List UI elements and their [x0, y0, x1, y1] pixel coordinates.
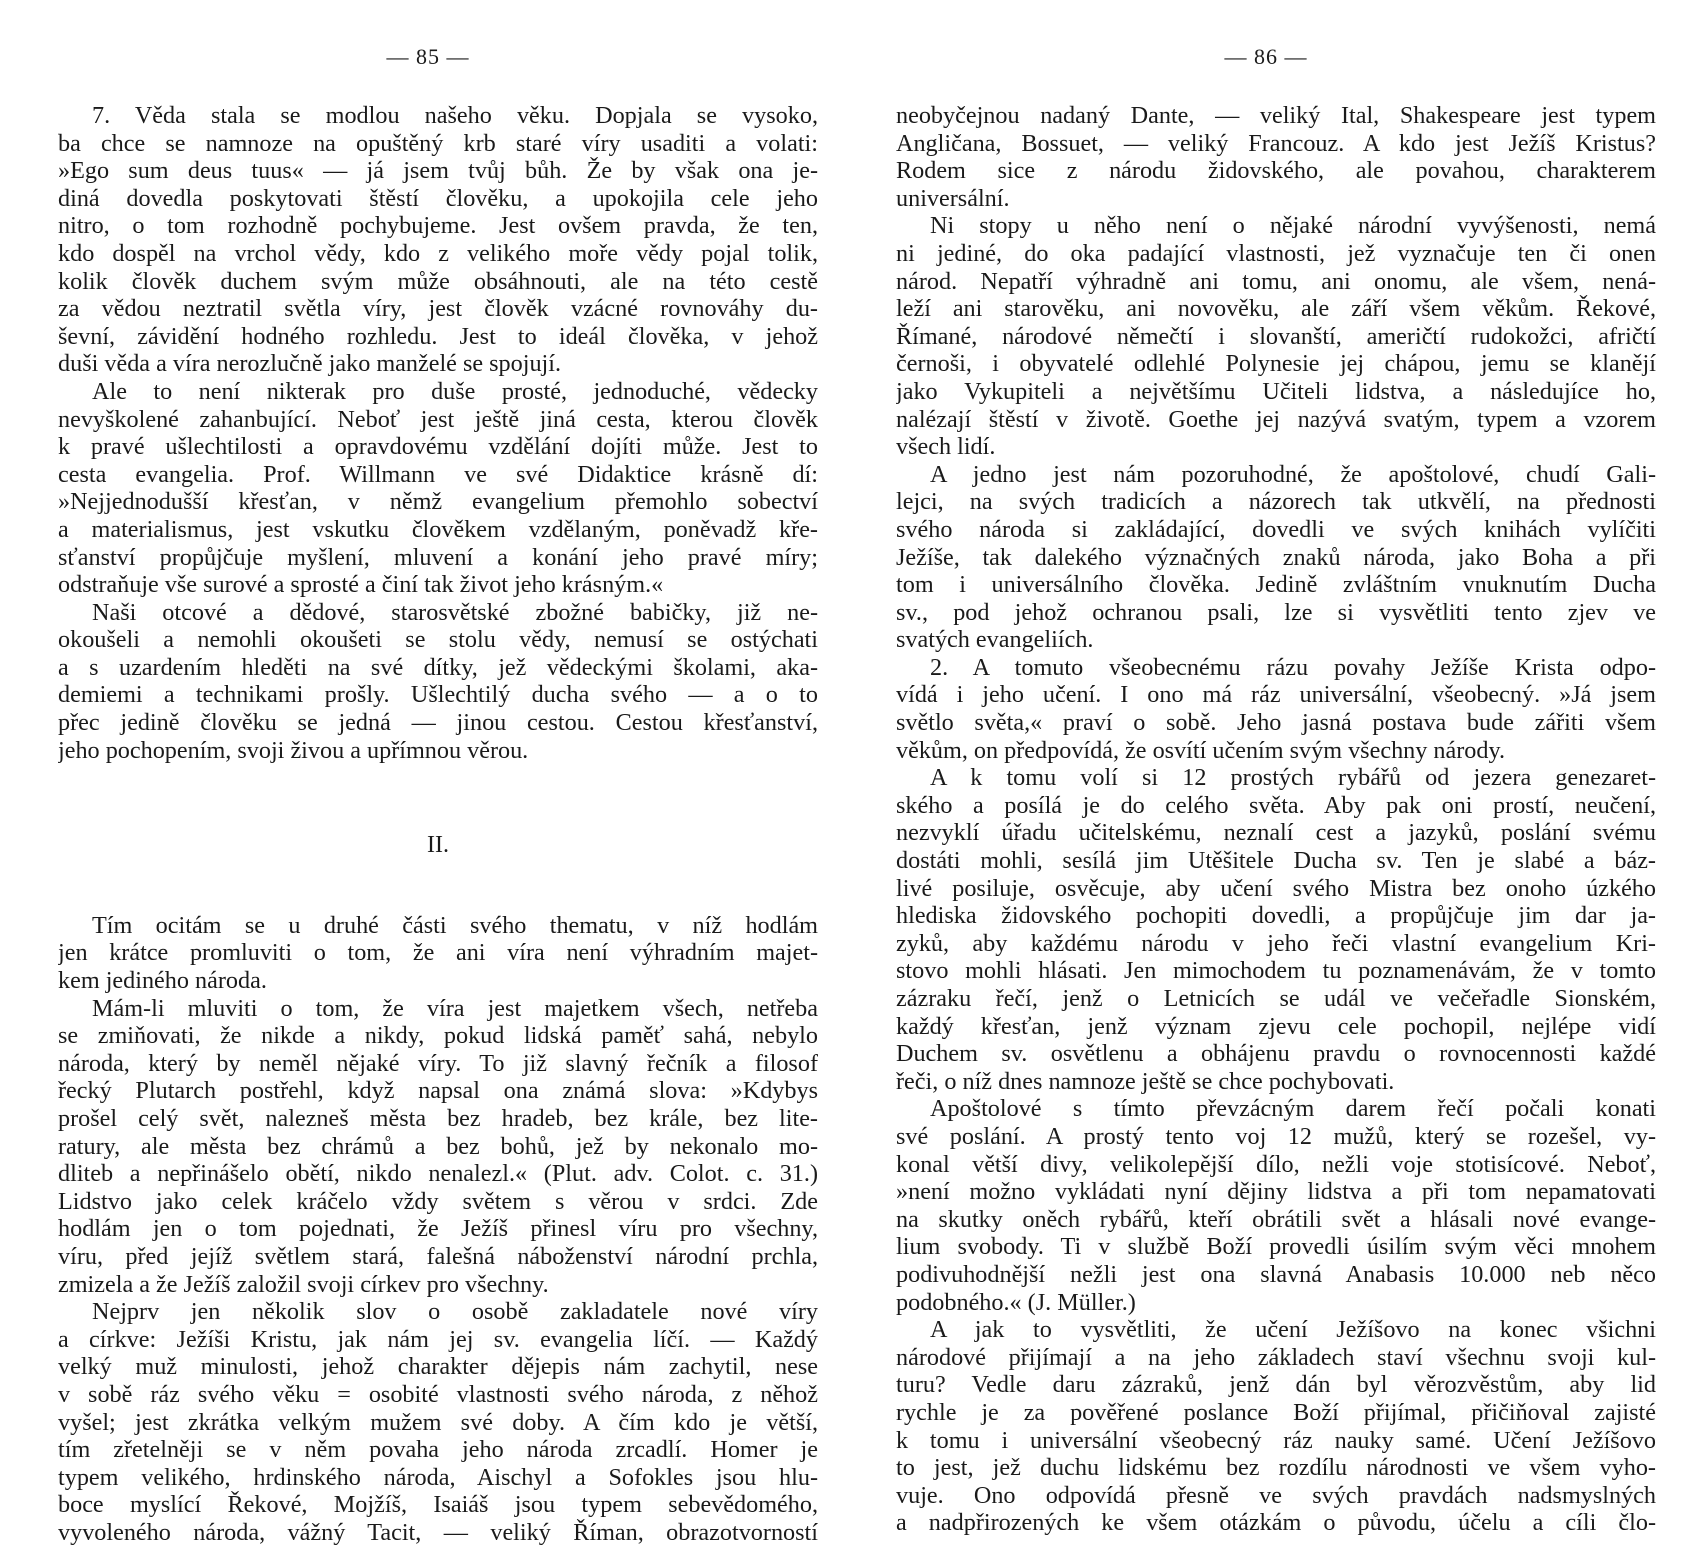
text-line: A k tomu volí si 12 prostých rybářů od jezera genezaret- — [930, 764, 1656, 792]
text-line: 2. A tomuto všeobecnému rázu povahy Ježíše Krista odpo- — [930, 653, 1656, 681]
text-line: Ni stopy u něho není o nějaké národní vyvýšenosti, nemá — [930, 212, 1656, 240]
text-column — [58, 102, 818, 1547]
text-line: typem velikého, hrdinského národa, Aischyl a Sofokles jsou hlu- — [58, 1463, 818, 1491]
text-line: Angličana, Bossuet, — veliký Francouz. A kdo jest Ježíš Kristus? — [896, 129, 1656, 157]
paragraph-block-2 — [58, 912, 818, 1547]
text-line: Mám-li mluviti o tom, že víra jest majetkem všech, netřeba — [92, 994, 818, 1022]
text-line: zázraku řečí, jenž o Letnicích se udál ve večeřadle Sionském, — [896, 985, 1656, 1012]
text-line: všech lidí. — [896, 433, 996, 461]
page-number: — 85 — — [386, 44, 470, 69]
text-line: zmizela a že Ježíš založil svoji církev pro všechny. — [58, 1270, 549, 1298]
text-line: hodlám jen o tom pojednati, že Ježíš přinesl víru pro všechny, — [58, 1215, 818, 1243]
text-line: jen krátce promluviti o tom, že ani víra není výhradním majet- — [58, 939, 818, 967]
text-line: ratury, ale města bez chrámů a bez bohů, jež by nekonalo mo- — [58, 1132, 818, 1160]
text-line: svého národa si zakládající, dovedli ve svých knihách vylíčiti — [896, 515, 1656, 543]
text-line: stovo mohli hlásati. Jen mimochodem tu poznamenávám, že v tomto — [896, 957, 1656, 985]
text-line: jako Vykupiteli a největšímu Učiteli lidstva, a následujíce ho, — [896, 377, 1656, 405]
text-line: »Nejjednodušší křesťan, v němž evangelium přemohlo sobectví — [58, 488, 818, 516]
text-line: nezvyklí úřadu učitelskému, neznalí cest a jazyků, poslání svému — [896, 819, 1656, 847]
text-column — [896, 102, 1656, 1537]
text-line: řeči, o níž dnes namnoze ještě se chce pochybovati. — [896, 1067, 1395, 1095]
text-line: nevyškolené zahanbující. Neboť jest ještě jiná cesta, kterou člověk — [58, 405, 818, 433]
text-line: boce myslící Řekové, Mojžíš, Isaiáš jsou typem sebevědomého, — [58, 1491, 818, 1519]
text-line: Ale to není nikterak pro duše prosté, jednoduché, vědecky — [92, 377, 818, 405]
text-line: A jedno jest nám pozoruhodné, že apoštolové, chudí Gali- — [930, 460, 1656, 488]
text-line: Rodem sice z národu židovského, ale povahou, charakterem — [896, 157, 1656, 185]
text-line: zyků, aby každému národu v jeho řeči vlastní evangelium Kri- — [896, 929, 1656, 957]
text-line: podivuhodnější nežli jest ona slavná Anabasis 10.000 neb něco — [896, 1260, 1656, 1288]
text-line: konal větší divy, velikolepější dílo, nežli voje stotisícové. Neboť, — [896, 1150, 1656, 1178]
text-line: za vědou neztratil světla víry, jest člověk vzácné rovnováhy du- — [58, 295, 818, 323]
text-line: odstraňuje vše surové a sprosté a činí tak život jeho krásným.« — [58, 571, 664, 599]
text-line: Duchem sv. osvětlenu a obhájenu pravdu o rovnocennosti každé — [896, 1040, 1656, 1068]
text-line: a s uzardením hleděti na své dítky, jež vědeckými školami, aka- — [58, 653, 818, 681]
text-line: ského a posílá je do celého světa. Aby pak oni prostí, neučení, — [896, 791, 1656, 819]
text-line: svatých evangeliích. — [896, 626, 1094, 654]
page-86 — [896, 0, 1686, 1537]
text-line: demiemi a technikami prošly. Ušlechtilý ducha svého — a o to — [58, 681, 818, 709]
text-line: ni jediné, do oka padající vlastnosti, jež vyznačuje ten či onen — [896, 239, 1656, 267]
text-line: víru, před jejíž světlem stará, falešná náboženství národní prchla, — [58, 1242, 818, 1270]
text-line: národ. Nepatří výhradně ani tomu, ani onomu, ale všem, nená- — [896, 267, 1656, 295]
text-line: vyvoleného národa, vážný Tacit, — veliký Říman, obrazotvorností — [58, 1518, 818, 1546]
text-line: lium svobody. Ti v službě Boží provedli úsilím svým věci mnohem — [896, 1233, 1656, 1261]
text-line: kem jediného národa. — [58, 967, 267, 995]
text-line: lejci, na svých tradicích a názorech tak utkvělí, na přednosti — [896, 488, 1656, 516]
text-line: ševní, závidění hodného rozhledu. Jest to ideál člověka, v jehož — [58, 322, 818, 350]
text-line: vyšel; jest zkrátka velkým mužem své doby. A čím kdo je větší, — [58, 1408, 818, 1436]
paragraph-block-1 — [58, 102, 818, 764]
text-line: Apoštolové s tímto převzácným darem řečí počali konati — [930, 1095, 1656, 1123]
text-line: leží ani starověku, ani novověku, ale září všem věkům. Řekové, — [896, 295, 1656, 323]
text-line: své poslání. A prostý tento voj 12 mužů, který se rozešel, vy- — [896, 1122, 1656, 1150]
text-line: duši věda a víra nerozlučně jako manželé se spojují. — [58, 350, 562, 378]
page-number: — 86 — — [1224, 44, 1308, 69]
text-line: Ježíše, tak dalekého význačných znaků národa, jako Boha a při — [896, 543, 1656, 571]
text-line: Naši otcové a dědové, starosvětské zbožné babičky, již ne- — [92, 598, 818, 626]
text-line: k pravé ušlechtilosti a opravdovému vzdělání dojíti může. Jest to — [58, 433, 818, 461]
text-line: národové přijímají a na jeho základech staví všechnu svoji kul- — [896, 1343, 1656, 1371]
text-line: jeho pochopením, svoji živou a upřímnou věrou. — [58, 736, 529, 764]
section-heading: II. — [427, 832, 449, 859]
text-line: nitro, o tom rozhodně pochybujeme. Jest ovšem pravda, že ten, — [58, 212, 818, 240]
text-line: A jak to vysvětliti, že učení Ježíšovo na konec všichni — [930, 1316, 1656, 1344]
text-line: tom i universálního člověka. Jedině zvláštním vnuknutím Ducha — [896, 571, 1656, 599]
text-line: k tomu i universální všeobecný ráz nauky samé. Učení Ježíšovo — [896, 1426, 1656, 1454]
text-line: Římané, národové němečtí i slovanští, američtí rudokožci, afričtí — [896, 322, 1656, 350]
text-line: sťanství propůjčuje myšlení, mluvení a konání jeho pravé míry; — [58, 543, 818, 571]
text-line: a církve: Ježíši Kristu, jak nám jej sv. evangelia líčí. — Každý — [58, 1325, 818, 1353]
text-line: »Ego sum deus tuus« — já jsem tvůj bůh. Že by však ona je- — [58, 157, 818, 185]
text-line: neobyčejnou nadaný Dante, — veliký Ital, Shakespeare jest typem — [896, 102, 1656, 129]
text-line: tím zřetelněji se v něm povaha jeho národa zrcadlí. Homer je — [58, 1436, 818, 1464]
text-line: ba chce se namnoze na opuštěný krb staré víry usaditi a volati: — [58, 129, 818, 157]
text-line: 7. Věda stala se modlou našeho věku. Dopjala se vysoko, — [92, 102, 818, 129]
text-line: řecký Plutarch postřehl, když napsal ona známá slova: »Kdybys — [58, 1077, 818, 1105]
text-line: Lidstvo jako celek kráčelo vždy světem s věrou v srdci. Zde — [58, 1187, 818, 1215]
text-line: dostáti mohli, sesílá jim Utěšitele Ducha sv. Ten je slabé a báz- — [896, 847, 1656, 875]
text-line: nalézají štěstí v životě. Goethe jej nazývá svatým, typem a vzorem — [896, 405, 1656, 433]
text-line: diná dovedla poskytovati štěstí člověku, a upokojila cele jeho — [58, 184, 818, 212]
text-line: věkům, on předpovídá, že osvítí učením svým všechny národy. — [896, 736, 1506, 764]
text-line: kolik člověk duchem svým může obsáhnouti, ale na této cestě — [58, 267, 818, 295]
text-line: »není možno vykládati nyní dějiny lidstva a při tom nepamatovati — [896, 1178, 1656, 1206]
text-line: Tím ocitám se u druhé části svého thematu, v níž hodlám — [92, 911, 818, 939]
text-line: podobného.« (J. Müller.) — [896, 1288, 1136, 1316]
text-line: to jest, jež duchu lidskému bez rozdílu národnosti ve všem vyho- — [896, 1454, 1656, 1482]
page-85 — [58, 0, 848, 1546]
text-line: kdo dospěl na vrchol vědy, kdo z velikého moře vědy pojal tolik, — [58, 239, 818, 267]
text-line: velký muž minulosti, jehož charakter dějepis nám zachytil, nese — [58, 1353, 818, 1381]
text-line: sv., pod jehož ochranou psali, lze si vysvětliti tento zjev ve — [896, 598, 1656, 626]
text-line: černoši, i obyvatelé odlehlé Polynesie jej chápou, jemu se klanějí — [896, 350, 1656, 378]
text-line: turu? Vedle daru zázraků, jenž dán byl věrozvěstům, aby lid — [896, 1371, 1656, 1399]
text-line: okoušeli a nemohli okoušeti se stolu vědy, nemusí se ostýchati — [58, 626, 818, 654]
text-line: Nejprv jen několik slov o osobě zakladatele nové víry — [92, 1298, 818, 1326]
text-line: rychle je za pověřené poslance Boží přijímal, přičiňoval zajisté — [896, 1398, 1656, 1426]
text-line: národa, který by neměl nějaké víry. To již slavný řečník a filosof — [58, 1049, 818, 1077]
text-line: prošel celý svět, nalezneš města bez hradeb, bez krále, bez lite- — [58, 1105, 818, 1132]
text-line: vídá i jeho učení. I ono má ráz universální, všeobecný. »Já jsem — [896, 681, 1656, 709]
text-line: a materialismus, jest vskutku člověkem vzdělaným, poněvadž kře- — [58, 515, 818, 543]
text-line: světlo světa,« praví o sobě. Jeho jasná postava bude zářiti všem — [896, 709, 1656, 737]
text-line: vuje. Ono odpovídá přesně ve svých pravdách nadsmyslných — [896, 1481, 1656, 1509]
text-line: přec jedině člověku se jedná — jinou cestou. Cestou křesťanství, — [58, 709, 818, 737]
text-line: hlediska židovského pochopiti dovedli, a propůjčuje jim dar ja- — [896, 902, 1656, 930]
text-line: na skutky oněch rybářů, kteří obrátili svět a hlásali nové evange- — [896, 1205, 1656, 1233]
text-line: dliteb a nepřinášelo obětí, nikdo nenalezl.« (Plut. adv. Colot. c. 31.) — [58, 1160, 818, 1188]
text-line: se zmiňovati, že nikde a nikdy, pokud lidská paměť sahá, nebylo — [58, 1022, 818, 1050]
text-line: universální. — [896, 184, 1010, 212]
text-line: a nadpřirozených ke všem otázkám o původu, účelu a cíli člo- — [896, 1509, 1656, 1537]
text-line: v sobě ráz svého věku = osobité vlastnosti svého národa, z něhož — [58, 1380, 818, 1408]
text-line: každý křesťan, jenž význam zjevu cele pochopil, nejlépe vidí — [896, 1012, 1656, 1040]
text-line: livé posiluje, osvěcuje, aby učení svého Mistra bez onoho úzkého — [896, 874, 1656, 902]
text-line: cesta evangelia. Prof. Willmann ve své Didaktice krásně dí: — [58, 460, 818, 488]
